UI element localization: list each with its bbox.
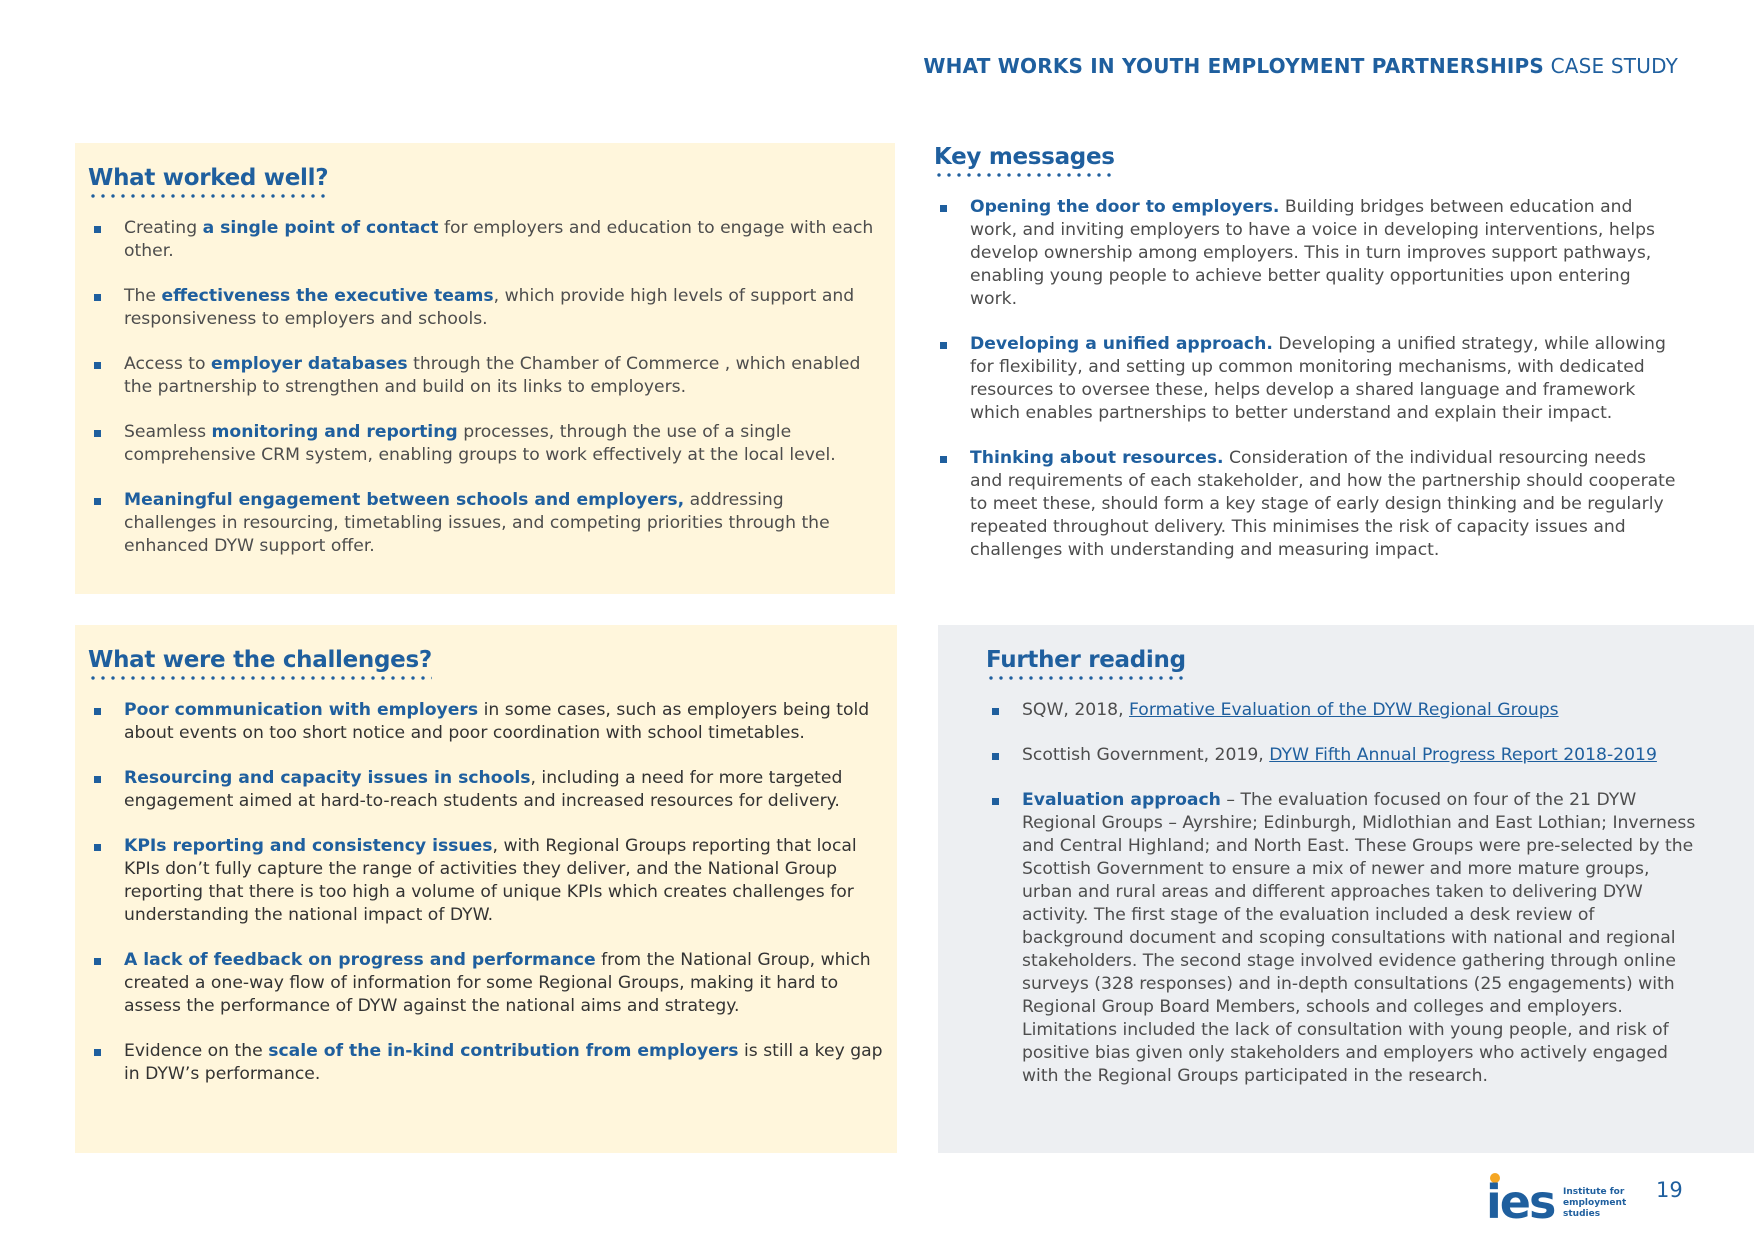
further-reading-title bbox=[986, 647, 1186, 687]
header-title-bold: WHAT WORKS IN YOUTH EMPLOYMENT PARTNERSHIPS bbox=[923, 54, 1545, 78]
list-item: Access to employer databases through the Chamber of Commerce , which enabled the partnership to strengthen and build on its links to employers. bbox=[88, 353, 875, 399]
worked-well-title bbox=[88, 165, 328, 205]
worked-well-title-text: What worked well? bbox=[88, 165, 329, 191]
reference-link-progress-report[interactable]: DYW Fifth Annual Progress Report 2018-2019 bbox=[1269, 745, 1657, 765]
list-item: Opening the door to employers. Building bridges between education and work, and inviting employers to have a voice in developing interventions, helps develop ownership among employers. This in turn improves support pathways, enabling young people to achieve better quality opportunities upon entering work. bbox=[934, 196, 1680, 311]
list-item: The effectiveness the executive teams, which provide high levels of support and responsiveness to employers and schools. bbox=[88, 285, 875, 331]
list-item: A lack of feedback on progress and performance from the National Group, which created a one-way flow of information for some Regional Groups, making it hard to assess the performance of DYW against the national aims and strategy. bbox=[88, 949, 883, 1018]
svg-text:Institute for: Institute for bbox=[1563, 1187, 1625, 1197]
ies-logo-icon bbox=[1486, 1172, 1626, 1222]
list-item: Creating a single point of contact for employers and education to engage with each other. bbox=[88, 217, 875, 263]
further-reading-title-text: Further reading bbox=[986, 647, 1186, 673]
title-dots bbox=[934, 172, 1115, 178]
reference-link-sqw[interactable]: Formative Evaluation of the DYW Regional Groups bbox=[1129, 700, 1559, 720]
header-title-rest: CASE STUDY bbox=[1550, 54, 1678, 78]
svg-text:employment: employment bbox=[1563, 1198, 1626, 1208]
challenges-title bbox=[88, 647, 432, 687]
further-reading-list bbox=[986, 699, 1698, 1088]
list-item: KPIs reporting and consistency issues, with Regional Groups reporting that local KPIs don’t fully capture the range of activities they deliver, and the National Group reporting that there is too high a volume of unique KPIs which creates challenges for understanding the national impact of DYW. bbox=[88, 835, 883, 927]
list-item: Evidence on the scale of the in-kind contribution from employers is still a key gap in DYW’s performance. bbox=[88, 1040, 883, 1086]
title-dots bbox=[986, 675, 1186, 681]
list-item: Seamless monitoring and reporting processes, through the use of a single comprehensive CRM system, enabling groups to work effectively at the local level. bbox=[88, 421, 875, 467]
challenges-list bbox=[88, 699, 883, 1086]
challenges-panel bbox=[75, 625, 897, 1153]
evaluation-approach-item: Evaluation approach – The evaluation focused on four of the 21 DYW Regional Groups – Ayrshire; Edinburgh, Midlothian and East Lothian; Inverness and Central Highland; and North East. These Groups were pre-selected by the Scottish Government to ensure a mix of newer and more mature groups, urban and rural areas and different approaches taken to delivering DYW activity. The first stage of the evaluation included a desk review of background document and scoping consultations with national and regional stakeholders. The second stage involved evidence gathering through online surveys (328 responses) and in-depth consultations (25 engagements) with Regional Group Board Members, schools and colleges and employers. Limitations included the lack of consultation with young people, and risk of positive bias given only stakeholders and employers who actively engaged with the Regional Groups participated in the research. bbox=[986, 789, 1698, 1088]
list-item: Thinking about resources. Consideration of the individual resourcing needs and requirements of each stakeholder, and how the partnership should cooperate to meet these, should form a key stage of early design thinking and be regularly repeated throughout delivery. This minimises the risk of capacity issues and challenges with understanding and measuring impact. bbox=[934, 447, 1680, 562]
worked-well-list bbox=[88, 217, 875, 558]
reference-item: Scottish Government, 2019, DYW Fifth Annual Progress Report 2018-2019 bbox=[986, 744, 1698, 767]
svg-text:ies: ies bbox=[1486, 1175, 1555, 1222]
title-dots bbox=[88, 193, 328, 199]
list-item: Poor communication with employers in some cases, such as employers being told about events on too short notice and poor coordination with school timetables. bbox=[88, 699, 883, 745]
key-messages-title-text: Key messages bbox=[934, 144, 1115, 170]
list-item: Meaningful engagement between schools and employers, addressing challenges in resourcing, timetabling issues, and competing priorities through the enhanced DYW support offer. bbox=[88, 489, 875, 558]
key-messages-panel bbox=[934, 144, 1680, 594]
key-messages-list bbox=[934, 196, 1680, 562]
challenges-title-text: What were the challenges? bbox=[88, 647, 432, 673]
page-header bbox=[923, 54, 1678, 78]
page-number: 19 bbox=[1656, 1178, 1683, 1202]
list-item: Resourcing and capacity issues in schools, including a need for more targeted engagement aimed at hard-to-reach students and increased resources for delivery. bbox=[88, 767, 883, 813]
worked-well-panel bbox=[75, 143, 895, 594]
svg-text:studies: studies bbox=[1563, 1209, 1601, 1219]
title-dots bbox=[88, 675, 432, 681]
further-reading-panel bbox=[938, 625, 1754, 1153]
reference-item: SQW, 2018, Formative Evaluation of the DYW Regional Groups bbox=[986, 699, 1698, 722]
list-item: Developing a unified approach. Developing a unified strategy, while allowing for flexibility, and setting up common monitoring mechanisms, with dedicated resources to oversee these, helps develop a shared language and framework which enables partnerships to better understand and explain their impact. bbox=[934, 333, 1680, 425]
ies-logo bbox=[1486, 1172, 1626, 1226]
key-messages-title bbox=[934, 144, 1115, 184]
